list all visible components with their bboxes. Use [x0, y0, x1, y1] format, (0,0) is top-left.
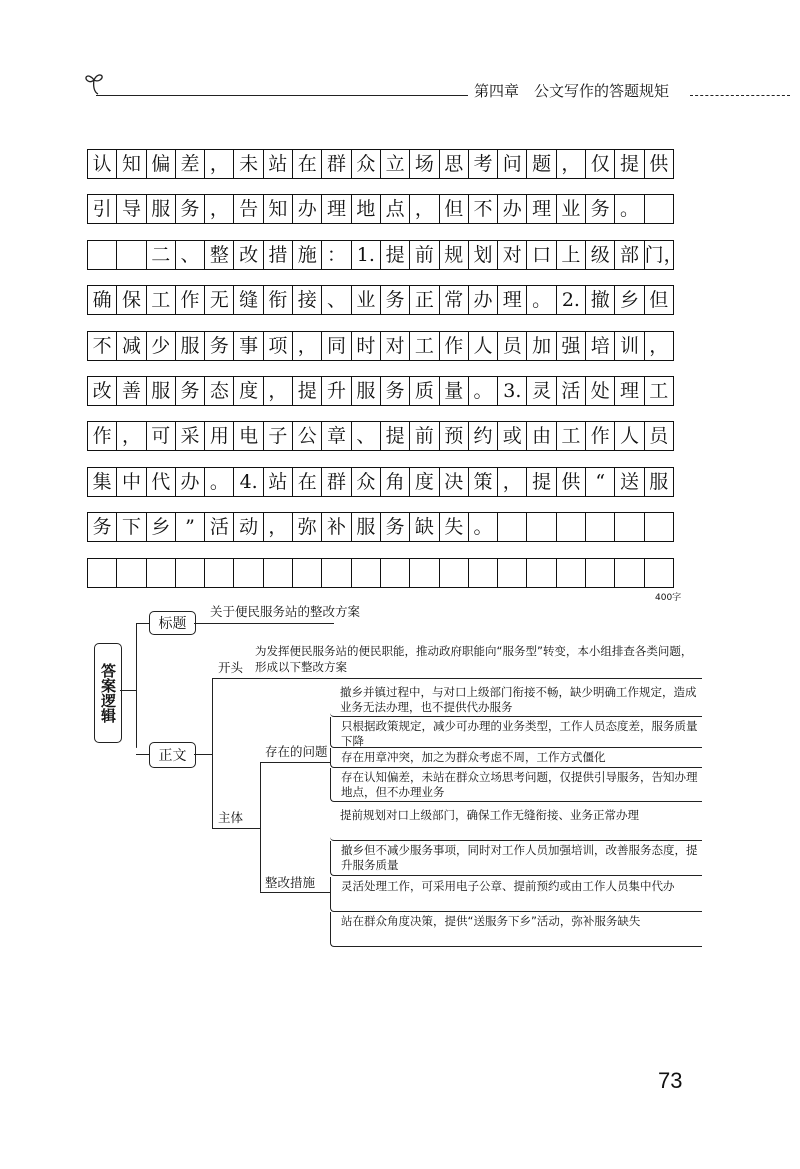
grid-cell: 、 [322, 286, 351, 314]
grid-cell: 在 [293, 468, 322, 496]
grid-cell [645, 513, 674, 541]
grid-cell: 人 [469, 332, 498, 360]
grid-cell: 供 [557, 468, 586, 496]
grid-cell [410, 559, 439, 587]
grid-row [87, 240, 683, 270]
grid-cell: 站 [264, 150, 293, 178]
grid-cell: 务 [586, 195, 615, 223]
grid-cell: 理 [527, 195, 556, 223]
grid-cell: 规 [440, 241, 469, 269]
grid-cell: 服 [352, 513, 381, 541]
grid-cell [498, 559, 527, 587]
grid-cell: 认 [88, 150, 117, 178]
grid-cell: 由 [527, 422, 556, 450]
grid-cell [381, 559, 410, 587]
grid-row [87, 421, 674, 451]
grid-cell: ， [117, 422, 146, 450]
grid-cell: 对 [498, 241, 527, 269]
grid-cell: 级 [586, 241, 615, 269]
grid-cell: 提 [381, 241, 410, 269]
grid-cell: 度 [410, 468, 439, 496]
grid-cell: 培 [586, 332, 615, 360]
grid-cell: 理 [322, 195, 351, 223]
grid-cell: 弥 [293, 513, 322, 541]
grid-cell: 、 [352, 422, 381, 450]
grid-cell: 公 [293, 422, 322, 450]
grid-cell: 。 [469, 513, 498, 541]
grid-cell: 少 [147, 332, 176, 360]
grid-cell: 服 [147, 195, 176, 223]
grid-cell [117, 241, 146, 269]
grid-cell: ， [410, 195, 439, 223]
grid-cell: 作 [88, 422, 117, 450]
grid-cell [586, 559, 615, 587]
grid-cell: 差 [176, 150, 205, 178]
connector [136, 754, 150, 755]
grid-cell [352, 559, 381, 587]
grid-cell [264, 559, 293, 587]
grid-cell: 量 [440, 377, 469, 405]
grid-cell: 办 [469, 286, 498, 314]
header-rule-left [96, 95, 468, 96]
grid-cell: 策 [469, 468, 498, 496]
grid-cell: 乡 [615, 286, 644, 314]
grid-cell: 时 [352, 332, 381, 360]
grid-cell: 作 [586, 422, 615, 450]
grid-cell: 题 [527, 150, 556, 178]
grid-cell: 门， [645, 241, 674, 269]
grid-cell: ， [264, 377, 293, 405]
connector [120, 690, 136, 691]
problem-item: 存在认知偏差，未站在群众立场思考问题，仅提供引导服务，告知办理地点，但不办理业务 [330, 768, 702, 802]
grid-cell: 中 [117, 468, 146, 496]
measure-item: 提前规划对口上级部门，确保工作无缝衔接、业务正常办理 [330, 806, 702, 841]
connector [136, 623, 137, 748]
grid-cell: 前 [410, 422, 439, 450]
grid-cell: 办 [176, 468, 205, 496]
grid-cell: 众 [352, 150, 381, 178]
measures-label: 整改措施 [265, 875, 316, 890]
grid-cell: 可 [147, 422, 176, 450]
grid-cell: 务 [176, 377, 205, 405]
grid-row [87, 331, 674, 361]
grid-cell: 。 [205, 468, 234, 496]
grid-cell [322, 559, 351, 587]
grid-cell: 业 [557, 195, 586, 223]
grid-cell: 乡 [147, 513, 176, 541]
grid-cell: 不 [469, 195, 498, 223]
grid-cell: 务 [88, 513, 117, 541]
grid-cell: 提 [293, 377, 322, 405]
connector [212, 678, 702, 679]
grid-cell: 告 [234, 195, 263, 223]
grid-cell: ” [176, 513, 205, 541]
grid-cell: 失 [440, 513, 469, 541]
grid-cell: 员 [498, 332, 527, 360]
grid-cell: 站 [264, 468, 293, 496]
grid-row [87, 285, 674, 315]
grid-cell [557, 559, 586, 587]
grid-cell: 。 [615, 195, 644, 223]
grid-cell: ， [557, 150, 586, 178]
grid-cell: ， [498, 468, 527, 496]
grid-cell: 偏 [147, 150, 176, 178]
grid-row [87, 376, 674, 406]
grid-cell [615, 559, 644, 587]
grid-cell: 知 [264, 195, 293, 223]
grid-cell: 引 [88, 195, 117, 223]
measure-item: 灵活处理工作，可采用电子公章、提前预约或由工作人员集中代办 [330, 877, 702, 912]
grid-cell: 不 [88, 332, 117, 360]
grid-cell: ， [205, 150, 234, 178]
mindmap-root: 答案逻辑 [94, 643, 122, 743]
grid-cell [293, 559, 322, 587]
grid-cell: 办 [293, 195, 322, 223]
grid-cell: 划 [469, 241, 498, 269]
grid-cell: 下 [117, 513, 146, 541]
grid-cell [527, 513, 556, 541]
grid-cell: 接 [293, 286, 322, 314]
grid-row [87, 467, 674, 497]
measure-item: 站在群众角度决策，提供“送服务下乡”活动，弥补服务缺失 [330, 912, 702, 947]
opening-text: 为发挥便民服务站的便民职能，推动政府职能向“服务型”转变，本小组排查各类问题，形成以下整改方案 [255, 644, 693, 674]
grid-cell: 措 [264, 241, 293, 269]
grid-cell [645, 195, 674, 223]
grid-cell: 、 [176, 241, 205, 269]
grid-cell: 作 [176, 286, 205, 314]
grid-cell: 工 [410, 332, 439, 360]
grid-cell: 理 [615, 377, 644, 405]
grid-cell: 3. [498, 377, 527, 405]
grid-cell: 活 [557, 377, 586, 405]
header-rule-right [690, 95, 790, 96]
grid-cell: 用 [205, 422, 234, 450]
grid-cell [234, 559, 263, 587]
grid-cell: 章 [322, 422, 351, 450]
connector [260, 762, 330, 763]
grid-cell: 在 [293, 150, 322, 178]
problem-item: 撤乡并镇过程中，与对口上级部门衔接不畅，缺少明确工作规定，造成业务无法办理，也不提供代办服务 [330, 683, 702, 717]
grid-cell: 1. [352, 241, 381, 269]
grid-cell: 口 [527, 241, 556, 269]
title-node: 标题 [149, 611, 196, 635]
grid-cell: 约 [469, 422, 498, 450]
grid-cell: 集 [88, 468, 117, 496]
grid-cell: 升 [322, 377, 351, 405]
grid-cell: ， [645, 332, 674, 360]
grid-cell: 加 [527, 332, 556, 360]
grid-cell: 质 [410, 377, 439, 405]
grid-cell: 灵 [527, 377, 556, 405]
grid-cell: 务 [381, 513, 410, 541]
grid-cell [615, 513, 644, 541]
problems-label: 存在的问题 [265, 744, 328, 759]
grid-row [87, 149, 674, 179]
grid-cell: 立 [381, 150, 410, 178]
measure-item: 撤乡但不减少服务事项，同时对工作人员加强培训，改善服务态度，提升服务质量 [330, 841, 702, 876]
grid-cell: ： [322, 241, 351, 269]
connector [136, 623, 150, 624]
grid-cell: 地 [352, 195, 381, 223]
grid-cell: 减 [117, 332, 146, 360]
grid-cell: ， [264, 513, 293, 541]
grid-cell [527, 559, 556, 587]
grid-cell: 改 [88, 377, 117, 405]
grid-cell: 态 [205, 377, 234, 405]
grid-cell: 整 [205, 241, 234, 269]
grid-cell: 提 [615, 150, 644, 178]
grid-cell: 务 [176, 195, 205, 223]
grid-row [87, 194, 674, 224]
grid-cell: ， [205, 195, 234, 223]
connector [212, 678, 213, 828]
grid-cell: 事 [234, 332, 263, 360]
grid-cell: 务 [381, 286, 410, 314]
grid-cell: 正 [410, 286, 439, 314]
grid-cell: 思 [440, 150, 469, 178]
grid-cell: 前 [410, 241, 439, 269]
problem-item: 只根据政策规定，减少可办理的业务类型，工作人员态度差，服务质量下降 [330, 717, 702, 748]
grid-cell: 但 [440, 195, 469, 223]
grid-cell: 业 [352, 286, 381, 314]
word-count-label: 400字 [655, 593, 682, 603]
grid-cell [176, 559, 205, 587]
grid-cell: 众 [352, 468, 381, 496]
grid-cell [469, 559, 498, 587]
grid-cell: 但 [645, 286, 674, 314]
grid-cell: 工 [645, 377, 674, 405]
grid-cell: 缝 [234, 286, 263, 314]
grid-cell: 4. [234, 468, 263, 496]
connector [260, 762, 261, 892]
grid-cell: 部 [615, 241, 644, 269]
grid-cell [440, 559, 469, 587]
grid-cell: 改 [234, 241, 263, 269]
grid-cell: 供 [645, 150, 674, 178]
grid-row [87, 512, 674, 542]
grid-cell: 项 [264, 332, 293, 360]
grid-cell: 提 [527, 468, 556, 496]
problem-item: 存在用章冲突，加之为群众考虑不周，工作方式僵化 [330, 748, 702, 768]
grid-cell: 服 [352, 377, 381, 405]
connector [212, 828, 260, 829]
grid-cell: “ [586, 468, 615, 496]
grid-cell [498, 513, 527, 541]
grid-cell: 导 [117, 195, 146, 223]
grid-cell [117, 559, 146, 587]
grid-cell: 训 [615, 332, 644, 360]
grid-cell: 善 [117, 377, 146, 405]
grid-cell: 送 [615, 468, 644, 496]
grid-cell: 服 [645, 468, 674, 496]
grid-cell: 考 [469, 150, 498, 178]
grid-cell [645, 559, 674, 587]
grid-cell: 预 [440, 422, 469, 450]
grid-cell: 群 [322, 468, 351, 496]
grid-cell [88, 241, 117, 269]
grid-cell: 仅 [586, 150, 615, 178]
grid-cell: 员 [645, 422, 674, 450]
grid-cell: 务 [205, 332, 234, 360]
grid-cell: 决 [440, 468, 469, 496]
opening-label: 开头 [218, 660, 244, 675]
grid-cell: 采 [176, 422, 205, 450]
grid-cell: 缺 [410, 513, 439, 541]
grid-cell: 上 [557, 241, 586, 269]
grid-cell: 度 [234, 377, 263, 405]
connector [260, 892, 330, 893]
grid-cell: 保 [117, 286, 146, 314]
main-label: 主体 [218, 810, 244, 825]
grid-row [87, 558, 674, 588]
grid-cell: 子 [264, 422, 293, 450]
grid-cell: 无 [205, 286, 234, 314]
grid-cell: 点 [381, 195, 410, 223]
grid-cell: 确 [88, 286, 117, 314]
grid-cell: 2. [557, 286, 586, 314]
grid-cell: 提 [381, 422, 410, 450]
grid-cell: 办 [498, 195, 527, 223]
grid-cell: 常 [440, 286, 469, 314]
body-node: 正文 [149, 742, 196, 768]
grid-cell: 服 [176, 332, 205, 360]
grid-cell: 工 [147, 286, 176, 314]
grid-cell: 施 [293, 241, 322, 269]
grid-cell [205, 559, 234, 587]
grid-cell: 角 [381, 468, 410, 496]
grid-cell: 人 [615, 422, 644, 450]
grid-cell: ， [293, 332, 322, 360]
grid-cell: 同 [322, 332, 351, 360]
grid-cell [586, 513, 615, 541]
grid-cell: 未 [234, 150, 263, 178]
grid-cell: 场 [410, 150, 439, 178]
chapter-title: 第四章 公文写作的答题规矩 [470, 80, 673, 101]
grid-cell [147, 559, 176, 587]
grid-cell: 二 [147, 241, 176, 269]
grid-cell: 补 [322, 513, 351, 541]
grid-cell: 理 [498, 286, 527, 314]
grid-cell: 知 [117, 150, 146, 178]
grid-cell: 衔 [264, 286, 293, 314]
grid-cell: 问 [498, 150, 527, 178]
grid-cell: 电 [234, 422, 263, 450]
page-number: 73 [658, 1068, 683, 1093]
grid-cell: 活 [205, 513, 234, 541]
grid-cell: 强 [557, 332, 586, 360]
connector [194, 754, 212, 755]
grid-cell: 。 [527, 286, 556, 314]
grid-cell: 代 [147, 468, 176, 496]
grid-cell [557, 513, 586, 541]
grid-cell: 处 [586, 377, 615, 405]
grid-cell: 动 [234, 513, 263, 541]
title-text: 关于便民服务站的整改方案 [210, 604, 361, 619]
connector [194, 623, 334, 624]
grid-cell: 对 [381, 332, 410, 360]
leaf-sprout-icon [82, 68, 112, 98]
grid-cell: 工 [557, 422, 586, 450]
grid-cell: 务 [381, 377, 410, 405]
grid-cell: 或 [498, 422, 527, 450]
grid-cell: 撤 [586, 286, 615, 314]
grid-cell: 。 [469, 377, 498, 405]
grid-cell [88, 559, 117, 587]
grid-cell: 群 [322, 150, 351, 178]
grid-cell: 服 [147, 377, 176, 405]
grid-cell: 作 [440, 332, 469, 360]
